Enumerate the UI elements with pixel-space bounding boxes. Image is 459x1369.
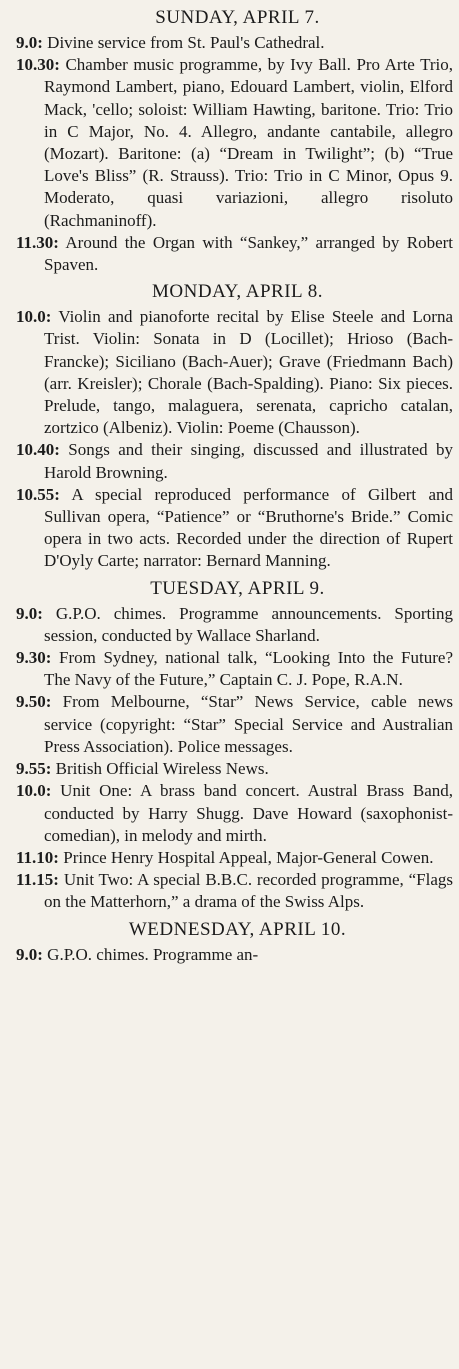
entry-time: 10.40: [16,440,60,460]
entry-text: Chamber music programme, by Ivy Ball. Pro Arte Trio, Raymond Lambert, piano, Edouard Lambert, violin, Elford Mack, 'cello; soloist: William Hawting, baritone. Trio: Trio in C Major, No. 4. Allegro, andante cantabile, allegro (Mozart). Baritone: (a) “Dream in Twilight”; (b) “True Love's Bliss” (R. Strauss). Trio: Trio in C Minor, Opus 9. Moderato, quasi variazioni, allegro risoluto (Rachmaninoff). [44,55,454,230]
day-heading-wednesday: WEDNESDAY, APRIL 10. [128,918,347,940]
day-heading-tuesday: TUESDAY, APRIL 9. [150,577,325,599]
entry-time: 11.30: [16,232,59,252]
program-entry [16,439,453,483]
program-entry [16,32,453,54]
entry-text: From Sydney, national talk, “Looking Into the Future? The Navy of the Future,” Captain C. J. Pope, R.A.N. [44,648,453,690]
program-entry [16,603,453,647]
program-entry [16,54,453,232]
entry-time: 9.55: [16,759,52,779]
program-entry [16,869,453,913]
entry-text: Divine service from St. Paul's Cathedral. [47,33,325,52]
entry-time: 9.50: [16,692,52,712]
program-entry [16,847,453,869]
program-entry [16,306,453,439]
entry-text: Prince Henry Hospital Appeal, Major-General Cowen. [63,847,434,867]
entry-text: British Official Wireless News. [55,759,269,779]
program-entry [16,944,453,966]
day-heading-monday: MONDAY, APRIL 8. [152,281,323,303]
entry-time: 10.0: [16,781,52,801]
entry-text: Songs and their singing, discussed and illustrated by Harold Browning. [44,440,453,482]
entry-text: Around the Organ with “Sankey,” arranged by Robert Spaven. [44,232,453,275]
entry-time: 9.0: [16,603,43,623]
entry-time: 10.30: [16,55,60,75]
entry-time: 10.0: [16,307,52,327]
program-entry [16,691,453,758]
entry-text: Unit One: A brass band concert. Austral Brass Band, conducted by Harry Shugg. Dave Howard (saxophonist-comedian), in melody and mirth. [44,781,454,845]
entry-time: 11.10: [16,847,59,867]
program-entry [16,758,453,780]
day-heading-sunday: SUNDAY, APRIL 7. [155,7,320,28]
entry-time: 10.55: [16,484,60,504]
program-entry [16,647,453,691]
entry-text: Violin and pianoforte recital by Elise Steele and Lorna Trist. Violin: Sonata in D (Locillet); Hrioso (Bach-Francke); Siciliano (Bach-Auer); Grave (Friedmann Bach) (arr. Kreisler); Chorale (Bach-Spalding). Piano: Six pieces. Prelude, tango, malaguera, serenata, capricho catalan, zortzico (Albeniz). Violin: Poeme (Chausson). [44,307,453,438]
entry-time: 9.0: [16,33,43,52]
program-entry [16,484,453,573]
program-entry [16,780,453,847]
entry-text: Unit Two: A special B.B.C. recorded programme, “Flags on the Matterhorn,” a drama of the Swiss Alps. [44,870,453,912]
program-listing [0,6,459,1369]
entry-text: A special reproduced performance of Gilbert and Sullivan opera, “Patience” or “Bruthorne's Bride.” Comic opera in two acts. Recorded under the direction of Rupert D'Oyly Carte; narrator: Bernard Manning. [44,484,453,571]
entry-text: G.P.O. chimes. Programme an- [47,944,259,964]
entry-text: From Melbourne, “Star” News Service, cable news service (copyright: “Star” Special Service and Australian Press Association). Police messages. [44,692,453,756]
entry-time: 9.30: [16,648,52,668]
entry-text: G.P.O. chimes. Programme announcements. Sporting session, conducted by Wallace Sharland. [44,603,453,645]
entry-time: 9.0: [16,944,43,964]
entry-time: 11.15: [16,870,59,890]
program-entry [16,232,453,276]
